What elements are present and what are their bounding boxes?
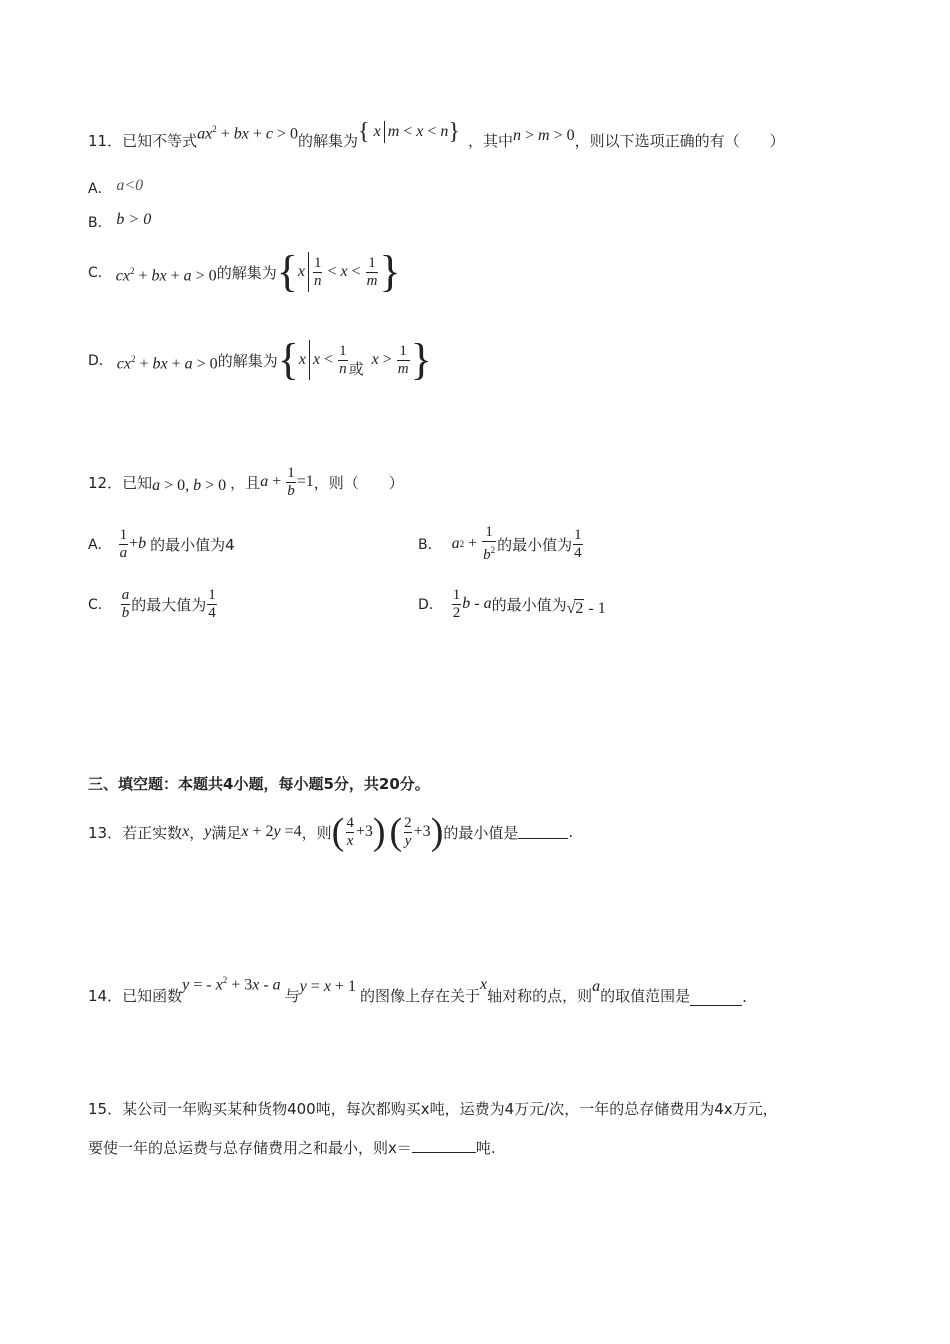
option-11C: C． $cx^2$ + bx + a > 0 的解集为 { x $\frac{1}{n}$ < x < $\frac{1}{m}$ } (88, 247, 401, 296)
condition: n > m > 0 (512, 127, 575, 144)
question-13: 13． 若正实数 x ， y 满足 x + 2y =4 ，则 ( $\frac{4}{x}$ +3 ) ( $\frac{2}{y}$ +3 ) 的最小值是 . (88, 811, 574, 853)
option-12B: B． a 2 + $\frac{1}{b^2}$ 的最小值为 $\frac{1}{4}$ (418, 524, 582, 563)
question-11: 11． 已知不等式 $ax^2$ + bx + c > 0 的解集为 { x m < x < n} ，其中 n > m > 0 ，则以下选项正确的有（ ） (88, 118, 785, 150)
option-11A: A． a<0 (88, 177, 144, 197)
question-14: 14． 已知函数 y = - $x^2 + 3x - a$ 与 y = x + 1 的图像上存在关于 x 轴对称的点，则 a 的取值范围是 . (88, 974, 747, 1006)
expression: ( $\frac{4}{x}$ +3 ) ( $\frac{2}{y}$ +3 ) (331, 811, 444, 853)
section-heading: 三、填空题：本题共4小题，每小题5分，共20分。 (88, 775, 430, 793)
solution-set: { x m < x < n} (358, 118, 460, 145)
option-12A: A． $\frac{1}{a}$ + b 的最小值为4 (88, 526, 235, 561)
answer-blank[interactable] (518, 826, 568, 839)
option-12C: C． $\frac{a}{b}$ 的最大值为 $\frac{1}{4}$ (88, 586, 216, 621)
solution-set: { x $\frac{1}{n}$ < x < $\frac{1}{m}$ } (276, 247, 401, 296)
answer-blank[interactable] (412, 1140, 476, 1153)
question-number: 11． (88, 131, 123, 150)
option-12D: D． $\frac{1}{2}$ b - a 的最小值为 √2 - 1 (418, 586, 606, 621)
condition: a > 0, b > 0 (152, 477, 227, 494)
question-15-line-2: 要使一年的总运费与总存储费用之和最小，则x＝ 吨. (88, 1139, 496, 1157)
solution-set: { x x < $\frac{1}{n}$ 或 x > $\frac{1}{m}$ } (277, 335, 432, 384)
question-15-line-1: 15．某公司一年购买某种货物400吨，每次都购买x吨，运费为4万元/次，一年的总存储费用为4x万元， (88, 1100, 778, 1118)
inequality: $ax^2$ + bx + c > 0 (197, 124, 299, 143)
option-11B: B． b > 0 (88, 211, 152, 231)
answer-blank[interactable] (690, 993, 742, 1006)
function-2: y = x + 1 (299, 978, 356, 995)
question-12: 12． 已知 a > 0, b > 0 ，且 a + $\frac{1}{b}$ =1 ，则（ ） (88, 464, 404, 499)
function-1: y = - $x^2 + 3x - a$ (182, 974, 281, 993)
option-11D: D． $cx^2$ + bx + a > 0 的解集为 { x x < $\frac{1}{n}$ 或 x > $\frac{1}{m}$ } (88, 335, 432, 384)
question-text: 已知不等式 (122, 131, 198, 150)
equation: x + 2y =4 (241, 823, 302, 840)
equation: a + $\frac{1}{b}$ =1 (260, 464, 314, 499)
